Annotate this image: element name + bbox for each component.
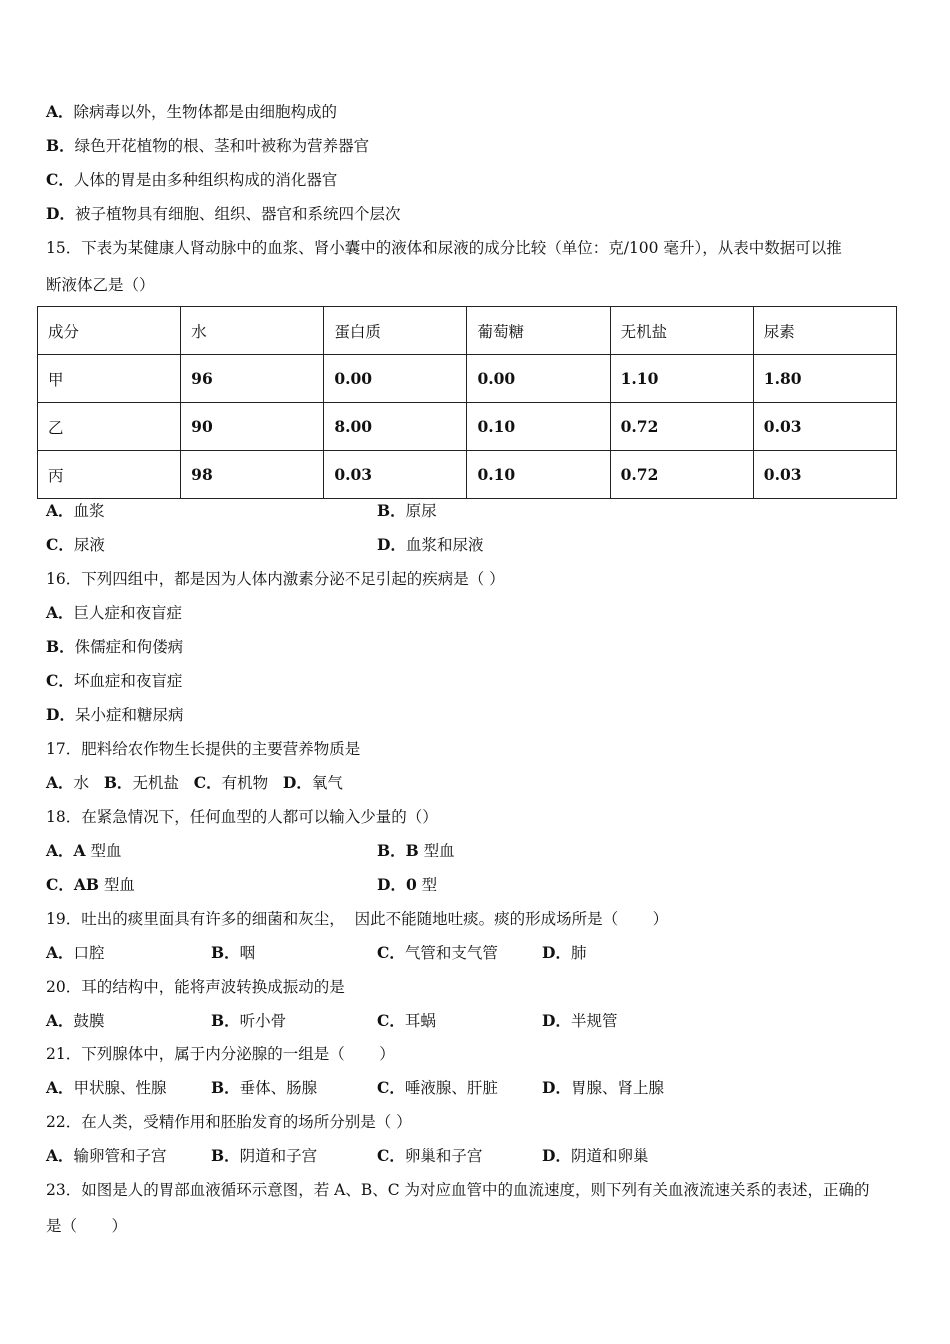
option-letter: C． <box>46 875 74 894</box>
option-letter: B． <box>211 943 240 962</box>
q22-option-a[interactable] <box>46 1146 167 1166</box>
row-label-cell: 甲 <box>38 355 181 403</box>
q17-option-b[interactable] <box>104 774 179 792</box>
table-row <box>38 403 897 451</box>
q20-option-b[interactable] <box>211 1011 286 1031</box>
option-text: 气管和支气管 <box>404 944 498 962</box>
table-header-row <box>38 307 897 355</box>
q19-stem: 19．吐出的痰里面具有许多的细菌和灰尘， 因此不能随地吐痰。痰的形成场所是（ ） <box>46 910 669 928</box>
option-text: 型 <box>416 876 438 894</box>
q20-option-c[interactable] <box>377 1011 436 1031</box>
table-cell: 90 <box>181 403 324 451</box>
option-text: 血浆和尿液 <box>405 536 484 554</box>
table-cell: 96 <box>181 355 324 403</box>
option-letter: D． <box>282 773 312 792</box>
option-letter: C． <box>46 671 74 690</box>
q20-option-a[interactable] <box>46 1011 105 1031</box>
q15-data-table <box>37 306 897 499</box>
q18-option-d[interactable] <box>377 875 437 895</box>
q18-stem: 18．在紧急情况下，任何血型的人都可以输入少量的（） <box>46 808 438 826</box>
q21-option-b[interactable] <box>211 1078 317 1098</box>
option-letter: D． <box>542 1011 571 1030</box>
option-text: 唾液腺、肝脏 <box>404 1079 498 1097</box>
header-cell: 水 <box>181 307 324 355</box>
table-cell: 0.03 <box>753 451 896 499</box>
option-letter: C． <box>377 1146 405 1165</box>
q23-stem-line2: 是（ ） <box>46 1217 127 1235</box>
q18-option-a[interactable] <box>46 841 122 861</box>
option-text: 型血 <box>418 842 455 860</box>
table-cell: 0.03 <box>753 403 896 451</box>
q15-stem-line1: 15．下表为某健康人肾动脉中的血浆、肾小囊中的液体和尿液的成分比较（单位：克/100 毫升），从表中数据可以推 <box>46 239 842 257</box>
q15-option-b[interactable] <box>377 501 437 521</box>
option-letter: D． <box>542 1078 571 1097</box>
q17-stem: 17．肥料给农作物生长提供的主要营养物质是 <box>46 740 361 758</box>
option-text: 鼓膜 <box>73 1012 105 1030</box>
table-cell: 0.00 <box>324 355 467 403</box>
q17-option-a[interactable] <box>46 774 89 792</box>
option-text: 卵巢和子宫 <box>404 1147 483 1165</box>
q18-option-c[interactable] <box>46 875 135 895</box>
option-letter: D． <box>377 875 406 894</box>
option-letter: A． <box>46 841 74 860</box>
option-letter: D． <box>542 943 571 962</box>
option-letter: B． <box>377 841 406 860</box>
option-text: 有机物 <box>221 774 269 792</box>
option-letter: A． <box>46 1078 74 1097</box>
option-letter: C． <box>377 1011 405 1030</box>
header-cell: 成分 <box>38 307 181 355</box>
option-text: 绿色开花植物的根、茎和叶被称为营养器官 <box>74 137 370 155</box>
q17-option-c[interactable] <box>194 774 268 792</box>
q14-option-a[interactable] <box>46 102 337 122</box>
q22-option-c[interactable] <box>377 1146 482 1166</box>
option-text: 阴道和子宫 <box>239 1147 318 1165</box>
q17-options-row <box>46 773 343 793</box>
row-label-cell: 丙 <box>38 451 181 499</box>
q14-option-c[interactable] <box>46 170 337 190</box>
option-text: 尿液 <box>73 536 105 554</box>
option-text: 胃腺、肾上腺 <box>570 1079 664 1097</box>
table-cell: 0.00 <box>467 355 610 403</box>
row-label-cell: 乙 <box>38 403 181 451</box>
option-text: 垂体、肠腺 <box>239 1079 318 1097</box>
option-letter: A． <box>46 1146 74 1165</box>
option-letter: C． <box>46 535 74 554</box>
q20-option-d[interactable] <box>542 1011 617 1031</box>
option-text: 除病毒以外，生物体都是由细胞构成的 <box>73 103 338 121</box>
option-letter: A． <box>46 1011 74 1030</box>
q19-option-a[interactable] <box>46 943 105 963</box>
option-letter: B． <box>46 637 75 656</box>
table-cell: 0.10 <box>467 451 610 499</box>
option-letter: B． <box>211 1146 240 1165</box>
q22-stem: 22．在人类，受精作用和胚胎发育的场所分别是（ ） <box>46 1113 412 1131</box>
option-text: 输卵管和子宫 <box>73 1147 167 1165</box>
option-text: 肺 <box>570 944 587 962</box>
table-cell: 98 <box>181 451 324 499</box>
option-text: 氧气 <box>311 774 343 792</box>
table-cell: 8.00 <box>324 403 467 451</box>
q23-stem-line1: 23．如图是人的胃部血液循环示意图，若 A、B、C 为对应血管中的血流速度，则下列有关血液流速关系的表述，正确的 <box>46 1181 870 1199</box>
option-text: 阴道和卵巢 <box>570 1147 649 1165</box>
option-text: 型血 <box>98 876 135 894</box>
q18-option-b[interactable] <box>377 841 455 861</box>
table-cell: 0.72 <box>610 403 753 451</box>
option-text: 咽 <box>239 944 256 962</box>
option-text: 无机盐 <box>132 774 179 792</box>
option-letter: B． <box>211 1078 240 1097</box>
table-row <box>38 451 897 499</box>
q15-option-c[interactable] <box>46 535 105 555</box>
table-cell: 1.10 <box>610 355 753 403</box>
option-text: 半规管 <box>570 1012 618 1030</box>
q16-stem: 16．下列四组中，都是因为人体内激素分泌不足引起的疾病是（ ） <box>46 570 505 588</box>
q19-option-b[interactable] <box>211 943 255 963</box>
option-letter: D． <box>46 705 75 724</box>
q20-stem: 20．耳的结构中，能将声波转换成振动的是 <box>46 978 345 996</box>
option-letter: D． <box>46 204 75 223</box>
option-text: 口腔 <box>73 944 105 962</box>
q16-option-b[interactable] <box>46 637 183 657</box>
option-letter: C． <box>193 773 222 792</box>
option-text: 呆小症和糖尿病 <box>74 706 184 724</box>
q16-option-c[interactable] <box>46 671 182 691</box>
q21-option-c[interactable] <box>377 1078 498 1098</box>
q16-option-d[interactable] <box>46 705 183 725</box>
q21-stem: 21．下列腺体中，属于内分泌腺的一组是（ ） <box>46 1045 395 1063</box>
table-cell: 0.10 <box>467 403 610 451</box>
option-letter: C． <box>46 170 74 189</box>
option-text: 原尿 <box>405 502 437 520</box>
option-text: 听小骨 <box>239 1012 287 1030</box>
option-text: 甲状腺、性腺 <box>73 1079 167 1097</box>
option-bold: 0 <box>405 875 417 894</box>
option-letter: D． <box>377 535 406 554</box>
option-bold: AB <box>73 875 99 894</box>
q14-option-d[interactable] <box>46 204 400 224</box>
q15-option-d[interactable] <box>377 535 483 555</box>
option-letter: A． <box>46 603 74 622</box>
q17-option-d[interactable] <box>283 774 343 792</box>
q21-option-d[interactable] <box>542 1078 664 1098</box>
option-text: 血浆 <box>73 502 105 520</box>
header-cell: 无机盐 <box>610 307 753 355</box>
option-text: 水 <box>73 774 90 792</box>
option-text: 型血 <box>85 842 122 860</box>
option-text: 巨人症和夜盲症 <box>73 604 183 622</box>
q14-option-b[interactable] <box>46 136 369 156</box>
table-cell: 1.80 <box>753 355 896 403</box>
option-bold: B <box>405 841 419 860</box>
option-letter: A． <box>46 773 74 792</box>
option-text: 耳蜗 <box>404 1012 436 1030</box>
option-text: 侏儒症和佝偻病 <box>74 638 184 656</box>
table-row <box>38 355 897 403</box>
q19-option-c[interactable] <box>377 943 498 963</box>
option-text: 人体的胃是由多种组织构成的消化器官 <box>73 171 338 189</box>
q22-option-d[interactable] <box>542 1146 648 1166</box>
table-cell: 0.03 <box>324 451 467 499</box>
q19-option-d[interactable] <box>542 943 586 963</box>
option-letter: B． <box>46 136 75 155</box>
option-letter: B． <box>211 1011 240 1030</box>
option-text: 坏血症和夜盲症 <box>73 672 183 690</box>
table-cell: 0.72 <box>610 451 753 499</box>
q15-stem-line2: 断液体乙是（） <box>46 276 155 294</box>
option-text: 被子植物具有细胞、组织、器官和系统四个层次 <box>74 205 401 223</box>
option-bold: A <box>73 841 86 860</box>
q15-option-a[interactable] <box>46 501 105 521</box>
option-letter: D． <box>542 1146 571 1165</box>
option-letter: A． <box>46 501 74 520</box>
option-letter: B． <box>103 773 133 792</box>
option-letter: A． <box>46 943 74 962</box>
header-cell: 尿素 <box>753 307 896 355</box>
header-cell: 葡萄糖 <box>467 307 610 355</box>
option-letter: B． <box>377 501 406 520</box>
option-letter: C． <box>377 943 405 962</box>
q22-option-b[interactable] <box>211 1146 317 1166</box>
q21-option-a[interactable] <box>46 1078 167 1098</box>
q16-option-a[interactable] <box>46 603 182 623</box>
option-letter: C． <box>377 1078 405 1097</box>
option-letter: A． <box>46 102 74 121</box>
header-cell: 蛋白质 <box>324 307 467 355</box>
